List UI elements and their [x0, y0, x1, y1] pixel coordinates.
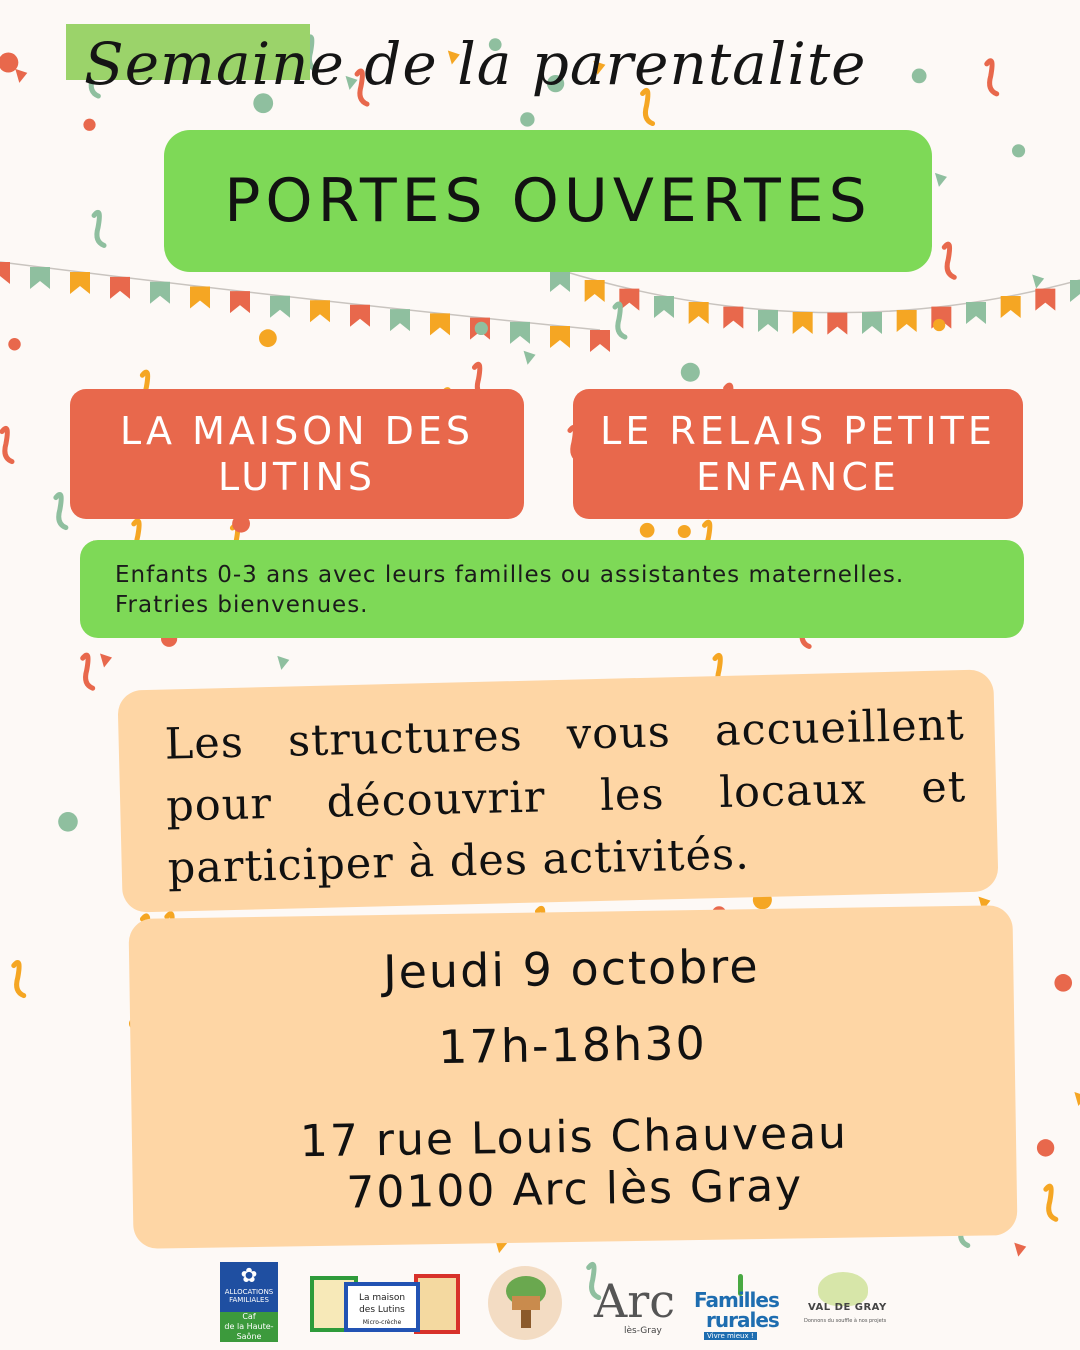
leaf-icon [818, 1272, 868, 1306]
bunting-flag [70, 272, 90, 294]
arc-les-gray-logo: Arc lès-Gray [594, 1274, 675, 1336]
caf-logo: ✿ ALLOCATIONS FAMILIALES Caf de la Haute-Saône [220, 1262, 278, 1342]
bunting-flag [550, 270, 570, 292]
confetti-squiggle [94, 212, 104, 245]
bunting-flag [350, 305, 370, 327]
maison-des-lutins-logo: La maison des Lutins Micro-crèche [310, 1270, 458, 1342]
bunting-flag [585, 280, 605, 302]
confetti-triangle [1074, 1092, 1080, 1106]
confetti-squiggle [944, 244, 954, 277]
confetti-dot [475, 322, 488, 335]
portes-ouvertes-banner [164, 130, 932, 272]
confetti-squiggle [615, 304, 625, 337]
confetti-triangle [15, 69, 27, 83]
family-icon: ✿ [240, 1263, 258, 1287]
audience-line-2: Fratries bienvenues. [115, 592, 369, 618]
audience-box [80, 540, 1024, 638]
treehouse-logo [488, 1266, 562, 1340]
bunting-flag [390, 309, 410, 331]
confetti-triangle [100, 654, 112, 668]
bunting-flag [270, 296, 290, 318]
confetti-dot [678, 525, 691, 538]
partner-logos [0, 1262, 1080, 1350]
confetti-dot [259, 329, 277, 347]
confetti-triangle [1014, 1243, 1026, 1257]
event-address-city: 70100 Arc lès Gray [346, 1160, 804, 1219]
confetti-squiggle [56, 494, 66, 527]
bunting-flag [758, 310, 778, 332]
confetti-squiggle [83, 655, 93, 688]
familles-rurales-logo: Familles rurales Vivre mieux ! [694, 1272, 768, 1342]
bunting-flag [310, 300, 330, 322]
description-box [117, 669, 998, 912]
bunting-flag [150, 282, 170, 304]
confetti-dot [1037, 1139, 1054, 1156]
confetti-triangle [277, 656, 289, 670]
event-time: 17h-18h30 [437, 1015, 708, 1075]
event-address-street: 17 rue Louis Chauveau [299, 1107, 849, 1168]
bunting-flag [510, 322, 530, 344]
bunting-flag [897, 310, 917, 332]
bunting-flag [689, 302, 709, 324]
confetti-triangle [1032, 275, 1044, 289]
confetti-triangle [524, 351, 536, 365]
bunting-flag [1001, 296, 1021, 318]
banner-text: PORTES OUVERTES [224, 166, 872, 236]
bunting-flag [793, 312, 813, 334]
page-title: Semaine de la parentalite [84, 30, 867, 98]
bunting-flag [590, 330, 610, 352]
event-details-box [128, 905, 1017, 1249]
audience-line-1: Enfants 0-3 ans avec leurs familles ou assistantes maternelles. [115, 562, 905, 588]
confetti-squiggle [14, 962, 24, 995]
bunting-flag [966, 302, 986, 324]
confetti-dot [681, 363, 700, 382]
bunting-flag [190, 286, 210, 308]
confetti-dot [933, 319, 945, 331]
confetti-dot [1054, 974, 1072, 992]
bunting-flag [110, 277, 130, 299]
event-date: Jeudi 9 octobre [382, 939, 760, 999]
confetti-squiggle [2, 428, 12, 461]
val-de-gray-logo: VAL DE GRAY Donnons du souffle à nos projets [800, 1272, 892, 1334]
bunting-flag [1035, 289, 1055, 311]
bunting-flag [30, 267, 50, 289]
bunting-flag [230, 291, 250, 313]
bunting-flag [654, 296, 674, 318]
maison-des-lutins-label: LA MAISON DES LUTINS [119, 409, 475, 499]
bunting-flag [1070, 280, 1080, 302]
bunting-flag [862, 312, 882, 334]
confetti-dot [640, 523, 655, 538]
maison-des-lutins-box [70, 389, 524, 519]
confetti-dot [8, 338, 20, 350]
confetti-triangle [935, 173, 947, 187]
relais-petite-enfance-box [573, 389, 1023, 519]
bunting-flag [0, 262, 10, 284]
confetti-squiggle [987, 61, 997, 94]
bunting-flag [550, 326, 570, 348]
confetti-dot [912, 69, 927, 84]
bunting-flag [430, 313, 450, 335]
bunting-flag [723, 307, 743, 329]
confetti-dot [520, 112, 534, 126]
confetti-squiggle [1046, 1186, 1056, 1219]
description-text: Les structures vous accueillent pour découvrir les locaux et participer à des activités. [164, 700, 967, 894]
confetti-dot [83, 119, 95, 131]
relais-petite-enfance-label: LE RELAIS PETITE ENFANCE [600, 409, 996, 499]
confetti-dot [58, 812, 78, 832]
confetti-dot [1012, 144, 1025, 157]
bunting-flag [827, 313, 847, 335]
